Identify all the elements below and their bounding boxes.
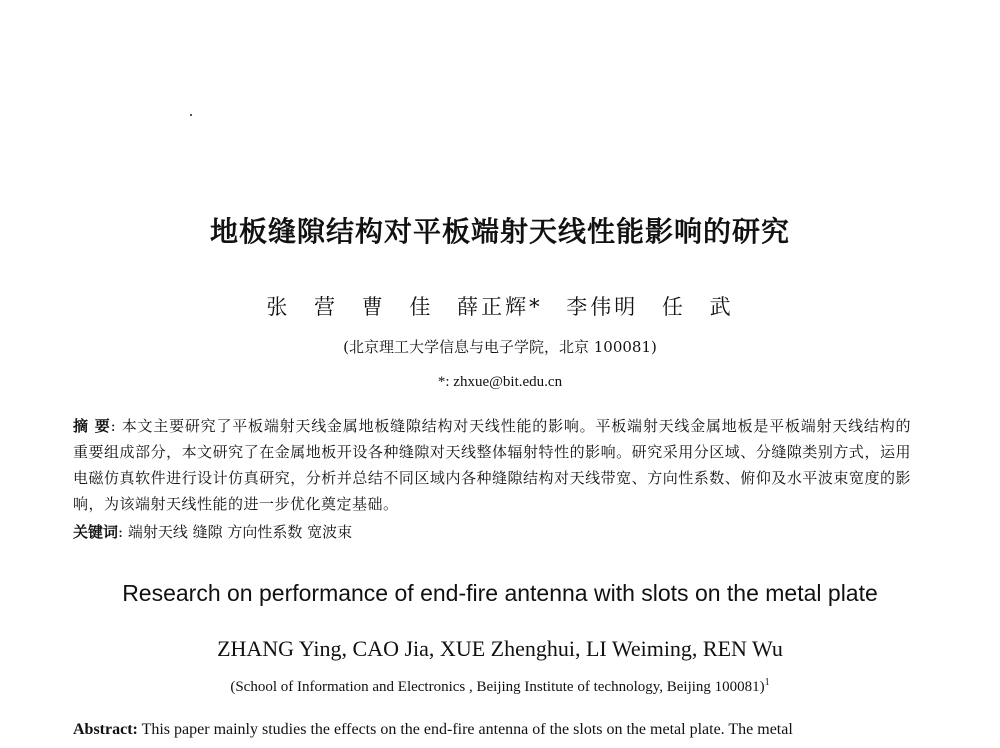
english-title: Research on performance of end-fire antenna with slots on the metal plate [122, 580, 878, 606]
chinese-authors: 张 营 曹 佳 薛正辉* 李伟明 任 武 [266, 295, 734, 319]
english-authors: ZHANG Ying, CAO Jia, XUE Zhenghui, LI Weiming, REN Wu [217, 636, 783, 661]
english-affiliation [0, 677, 1000, 696]
english-abstract-label: Abstract: [73, 721, 138, 738]
affiliation-superscript: 1 [764, 677, 770, 688]
english-affiliation-text: (School of Information and Electronics , Beijing Institute of technology, Beijing 100081) [230, 679, 765, 695]
chinese-abstract [73, 413, 911, 517]
chinese-keywords-text: : 端射天线 缝隙 方向性系数 宽波束 [118, 523, 353, 541]
chinese-keywords-label: 关键词 [73, 523, 119, 541]
scan-speck [190, 114, 192, 116]
chinese-abstract-text: : 本文主要研究了平板端射天线金属地板缝隙结构对天线性能的影响。平板端射天线金属地板是平板端射天线结构的重要组成部分，本文研究了在金属地板开设各种缝隙对天线整体辐射特性的影响。研究采用分区域、分缝隙类别方式，运用电磁仿真软件进行设计仿真研究，分析并总结不同区域内各种缝隙结构对天线带宽、方向性系数、俯仰及水平波束宽度的影响，为该端射天线性能的进一步优化奠定基础。 [73, 417, 912, 513]
chinese-affiliation: (北京理工大学信息与电子学院，北京 100081) [343, 338, 657, 356]
english-abstract [73, 718, 913, 742]
chinese-abstract-label: 摘 要 [73, 417, 111, 435]
english-abstract-text: This paper mainly studies the effects on the end-fire antenna of the slots on the metal plate. The metal [137, 721, 793, 738]
corresponding-email: *: zhxue@bit.edu.cn [437, 374, 563, 390]
chinese-keywords [73, 521, 911, 542]
chinese-title: 地板缝隙结构对平板端射天线性能影响的研究 [209, 215, 790, 248]
